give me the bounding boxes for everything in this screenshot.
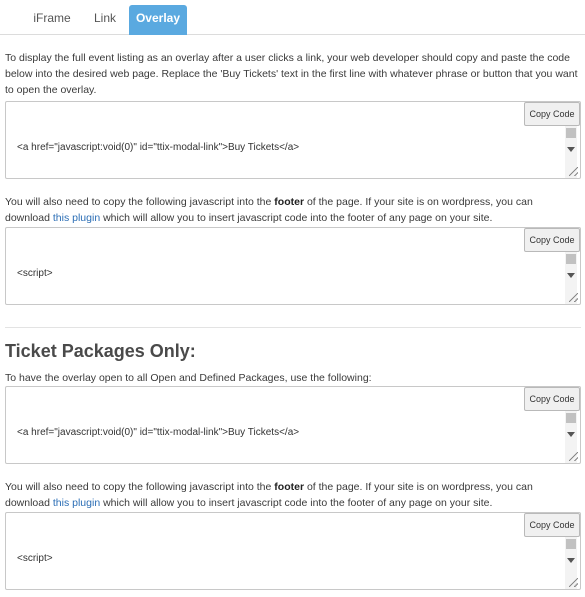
- footer-note-text: You will also need to copy the following javascript into the: [5, 481, 275, 493]
- footer-note: [5, 479, 580, 511]
- footer-note-text: of the page. If your site is on wordpress, you can download: [5, 481, 533, 509]
- code-line: <a href="javascript:void(0)" id="ttix-modal-link">Buy Tickets</a>: [17, 142, 300, 153]
- packages-intro-text: To have the overlay open to all Open and Defined Packages, use the following:: [5, 372, 372, 384]
- resize-grip-icon[interactable]: [569, 452, 578, 461]
- copy-code-button[interactable]: Copy Code: [524, 228, 580, 252]
- js-code-box[interactable]: [5, 227, 581, 305]
- footer-note-bold: footer: [274, 481, 305, 493]
- code-lines: [17, 518, 293, 590]
- html-code-box[interactable]: [5, 386, 581, 464]
- plugin-link[interactable]: this plugin: [52, 212, 101, 224]
- scroll-down-arrow-icon[interactable]: [567, 273, 575, 278]
- code-line: <script>: [17, 268, 53, 279]
- scroll-down-arrow-icon[interactable]: [567, 432, 575, 437]
- code-lines: [17, 233, 293, 305]
- code-lines: [17, 107, 299, 179]
- scroll-thumb[interactable]: [566, 254, 576, 264]
- footer-note-text: which will allow you to insert javascript code into the footer of any page on your site.: [100, 212, 493, 224]
- html-code-box[interactable]: [5, 101, 581, 179]
- code-lines: [17, 392, 299, 464]
- resize-grip-icon[interactable]: [569, 167, 578, 176]
- footer-note-bold: footer: [274, 196, 305, 208]
- copy-code-button[interactable]: Copy Code: [524, 102, 580, 126]
- js-code-box[interactable]: [5, 512, 581, 590]
- intro-text: To display the full event listing as an overlay after a user clicks a link, your web developer should copy and paste the code below into the desired web page. Replace the 'Buy Tickets' text in the first line with whatever phrase or button that you want to open the overlay.: [5, 52, 578, 96]
- section-divider: [5, 327, 581, 328]
- footer-note-text: of the page. If your site is on wordpress, you can download: [5, 196, 533, 224]
- code-line: <a href="javascript:void(0)" id="ttix-modal-link">Buy Tickets</a>: [17, 427, 300, 438]
- resize-grip-icon[interactable]: [569, 293, 578, 302]
- scroll-down-arrow-icon[interactable]: [567, 558, 575, 563]
- copy-code-button[interactable]: Copy Code: [524, 513, 580, 537]
- tab-bar: [0, 0, 585, 35]
- scroll-thumb[interactable]: [566, 413, 576, 423]
- resize-grip-icon[interactable]: [569, 578, 578, 587]
- footer-note-text: You will also need to copy the following javascript into the: [5, 196, 275, 208]
- scroll-thumb[interactable]: [566, 539, 576, 549]
- plugin-link[interactable]: this plugin: [52, 497, 101, 509]
- tab-link[interactable]: Link: [93, 11, 116, 25]
- code-line: <script>: [17, 553, 53, 564]
- section-title: Ticket Packages Only:: [5, 341, 196, 361]
- copy-code-button[interactable]: Copy Code: [524, 387, 580, 411]
- footer-note: [5, 194, 580, 226]
- scroll-thumb[interactable]: [566, 128, 576, 138]
- scroll-down-arrow-icon[interactable]: [567, 147, 575, 152]
- tab-overlay[interactable]: Overlay: [129, 5, 187, 35]
- tab-iframe[interactable]: iFrame: [33, 11, 71, 25]
- footer-note-text: which will allow you to insert javascript code into the footer of any page on your site.: [100, 497, 493, 509]
